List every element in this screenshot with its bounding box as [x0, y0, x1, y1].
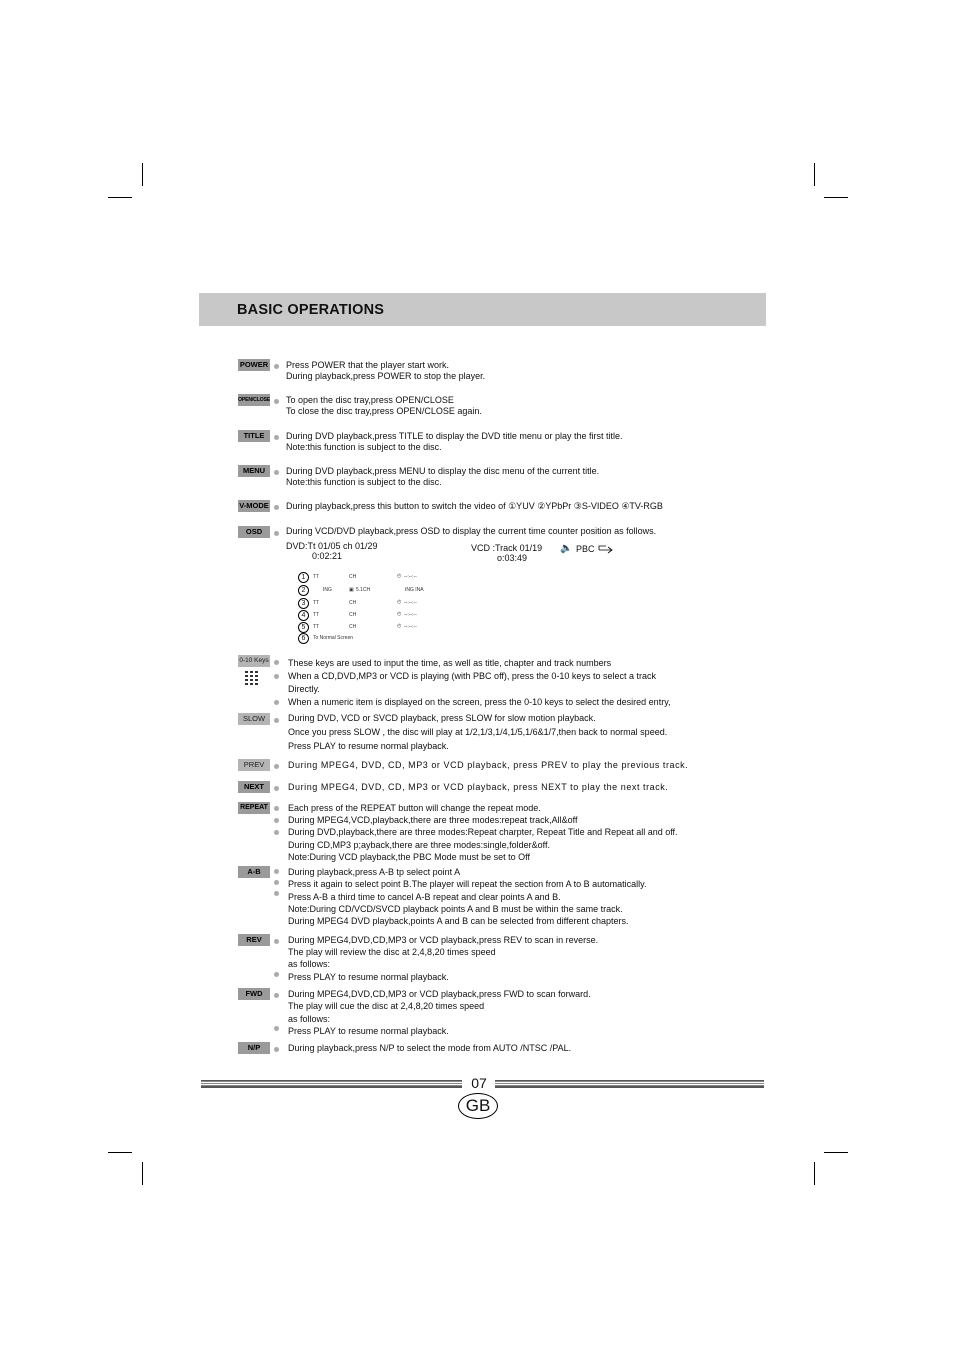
menu-text-2: Note:this function is subject to the disc.: [286, 477, 442, 487]
ab-text-1: During playback,press A-B tp select point A: [288, 867, 461, 877]
dolby-icon: ▣: [349, 587, 354, 593]
power-text-2: During playback,press POWER to stop the player.: [286, 371, 486, 381]
ab-text-5: During MPEG4 DVD playback,points A and B can be selected from different chapters.: [288, 916, 629, 926]
keys-text-1: These keys are used to input the time, as well as title, chapter and track numbers: [288, 658, 612, 668]
ab-key-label: A-B: [238, 866, 270, 878]
bullet-icon: [274, 786, 279, 791]
rev-text-3: as follows:: [288, 959, 331, 969]
osd-dvd-line-2: 0:02:21: [312, 551, 343, 561]
bullet-icon: [274, 830, 279, 835]
menu-text-1: During DVD playback,press MENU to display the disc menu of the current title.: [286, 466, 600, 476]
vmode-key-label: V-MODE: [239, 501, 269, 510]
slow-key-label: SLOW: [238, 713, 270, 725]
osd-cell: CH: [349, 612, 357, 618]
bullet-icon: [274, 505, 279, 510]
power-key-label: POWER: [239, 360, 269, 369]
section-header: [199, 293, 766, 326]
crop-mark: [814, 1162, 815, 1185]
vmode-text-1: During playback,press this button to switch the video of ①YUV ②YPbPr ③S-VIDEO ④TV-RGB: [286, 501, 663, 511]
bullet-icon: [274, 806, 279, 811]
prev-text-1: During MPEG4, DVD, CD, MP3 or VCD playback, press PREV to play the previous track.: [288, 760, 689, 770]
circled-number: 1: [298, 572, 309, 583]
bullet-icon: [274, 880, 279, 885]
title-text-1: During DVD playback,press TITLE to display the DVD title menu or play the first title.: [286, 431, 623, 441]
osd-text-1: During VCD/DVD playback,press OSD to display the current time counter position as follows.: [286, 526, 657, 536]
circled-number: 6: [298, 633, 309, 644]
osd-cell: 5.1CH: [356, 587, 371, 593]
np-text-1: During playback,press N/P to select the mode from AUTO /NTSC /PAL.: [288, 1043, 572, 1053]
open-text-2: To close the disc tray,press OPEN/CLOSE again.: [286, 406, 482, 416]
circled-number: 2: [298, 585, 309, 596]
fwd-text-1: During MPEG4,DVD,CD,MP3 or VCD playback,press FWD to scan forward.: [288, 989, 591, 999]
next-key-label: NEXT: [238, 781, 270, 793]
crop-mark: [824, 1152, 848, 1153]
repeat-text-5: Note:During VCD playback,the PBC Mode must be set to Off: [288, 852, 530, 862]
bullet-icon: [274, 364, 279, 369]
ab-text-2: Press it again to select point B.The player will repeat the section from A to B automatically.: [288, 879, 647, 889]
crop-mark: [142, 1162, 143, 1185]
osd-cell: CH: [349, 624, 357, 630]
keys-text-4: When a numeric item is displayed on the screen, press the 0-10 keys to select the desired entry,: [288, 697, 671, 707]
crop-mark: [814, 163, 815, 186]
bullet-icon: [274, 660, 279, 665]
menu-key-label: MENU: [238, 465, 270, 477]
osd-vcd-line-2: o:03:49: [497, 553, 528, 563]
language-badge: GB: [458, 1093, 498, 1119]
osd-cell: --:--:--: [404, 574, 417, 580]
keys-text-2: When a CD,DVD,MP3 or VCD is playing (with PBC off), press the 0-10 keys to select a track: [288, 671, 656, 681]
keys-text-3: Directly.: [288, 684, 320, 694]
slow-text-3: Press PLAY to resume normal playback.: [288, 741, 449, 751]
bullet-icon: [274, 435, 279, 440]
number-keys-label: 0-10 Keys: [238, 655, 270, 667]
power-text-1: Press POWER that the player start work.: [286, 360, 450, 370]
bullet-icon: [274, 470, 279, 475]
osd-dvd-line-1: DVD:Tt 01/05 ch 01/29: [286, 541, 378, 551]
next-text-1: During MPEG4, DVD, CD, MP3 or VCD playback, press NEXT to play the next track.: [288, 782, 669, 792]
clock-icon: ◴: [397, 611, 402, 617]
fwd-text-3: as follows:: [288, 1014, 331, 1024]
repeat-text-1: Each press of the REPEAT button will change the repeat mode.: [288, 803, 541, 813]
bullet-icon: [274, 972, 279, 977]
osd-cell: TT: [313, 574, 320, 580]
rev-key-label: REV: [238, 934, 270, 946]
osd-cell: TT: [313, 600, 320, 606]
crop-mark: [108, 1152, 132, 1153]
speaker-icon: 🔈: [560, 543, 573, 554]
footer-rule-right: [495, 1080, 764, 1088]
slow-text-2: Once you press SLOW , the disc will play at 1/2,1/3,1/4,1/5,1/6&1/7,then back to normal speed.: [288, 727, 668, 737]
osd-vcd-line-1: VCD :Track 01/19: [471, 543, 543, 553]
keypad-icon: [245, 671, 259, 687]
osd-vcd-pbc: PBC: [576, 544, 595, 554]
bullet-icon: [274, 700, 279, 705]
osd-cell: ING: [323, 587, 332, 593]
bullet-icon: [274, 1026, 279, 1031]
page-number: 07: [471, 1075, 487, 1091]
bullet-icon: [274, 764, 279, 769]
osd-cell: --:--:--: [404, 600, 417, 606]
rev-text-1: During MPEG4,DVD,CD,MP3 or VCD playback,press REV to scan in reverse.: [288, 935, 599, 945]
bullet-icon: [274, 869, 279, 874]
clock-icon: ◴: [397, 623, 402, 629]
crop-mark: [824, 197, 848, 198]
rev-text-4: Press PLAY to resume normal playback.: [288, 972, 449, 982]
footer-rule-left: [201, 1080, 462, 1088]
osd-cell: ING INA: [405, 587, 424, 593]
bullet-icon: [274, 531, 279, 536]
np-key-label: N/P: [238, 1042, 270, 1054]
prev-key-label: PREV: [238, 759, 270, 771]
repeat-text-2: During MPEG4,VCD,playback,there are three modes:repeat track,All&off: [288, 815, 578, 825]
open-text-1: To open the disc tray,press OPEN/CLOSE: [286, 395, 454, 405]
osd-cell: --:--:--: [404, 612, 417, 618]
circled-number: 3: [298, 598, 309, 609]
bullet-icon: [274, 674, 279, 679]
open-close-key-label: OPEN/CLOSE: [238, 394, 270, 406]
fwd-key-label: FWD: [238, 988, 270, 1000]
osd-cell: TT: [313, 612, 320, 618]
clock-icon: ◴: [397, 599, 402, 605]
repeat-text-4: During CD,MP3 p;ayback,there are three modes:single,folder&off.: [288, 840, 550, 850]
page-title: BASIC OPERATIONS: [237, 302, 385, 318]
crop-mark: [108, 197, 132, 198]
ab-text-4: Note:During CD/VCD/SVCD playback points A and B must be within the same track.: [288, 904, 623, 914]
repeat-text-3: During DVD,playback,there are three modes:Repeat charpter, Repeat Title and Repeat all and off.: [288, 827, 678, 837]
bullet-icon: [274, 399, 279, 404]
bullet-icon: [274, 818, 279, 823]
bullet-icon: [274, 891, 279, 896]
osd-cell: CH: [349, 574, 357, 580]
bullet-icon: [274, 993, 279, 998]
fwd-text-2: The play will cue the disc at 2,4,8,20 times speed: [288, 1001, 485, 1011]
crop-mark: [142, 163, 143, 186]
rev-text-2: The play will review the disc at 2,4,8,20 times speed: [288, 947, 496, 957]
bullet-icon: [274, 1047, 279, 1052]
osd-cell: CH: [349, 600, 357, 606]
title-text-2: Note:this function is subject to the disc.: [286, 442, 442, 452]
repeat-key-label: REPEAT: [238, 802, 270, 814]
clock-icon: ◴: [397, 573, 402, 579]
osd-cell: --:--:--: [404, 624, 417, 630]
osd-cell: TT: [313, 624, 320, 630]
osd-cell: To Normal Screen: [313, 635, 354, 641]
title-key-label: TITLE: [238, 430, 270, 442]
ab-text-3: Press A-B a third time to cancel A-B repeat and clear points A and B.: [288, 892, 561, 902]
bullet-icon: [274, 939, 279, 944]
fwd-text-4: Press PLAY to resume normal playback.: [288, 1026, 449, 1036]
osd-key-label: OSD: [238, 526, 270, 538]
circled-number: 4: [298, 610, 309, 621]
circled-number: 5: [298, 622, 309, 633]
slow-text-1: During DVD, VCD or SVCD playback, press SLOW for slow motion playback.: [288, 713, 596, 723]
bullet-icon: [274, 718, 279, 723]
pbc-arrow-icon: [598, 544, 616, 554]
